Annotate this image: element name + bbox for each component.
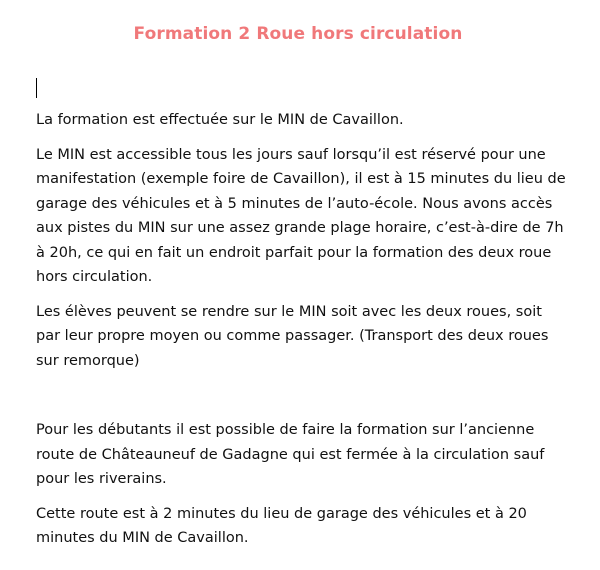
paragraph-accessibility: Le MIN est accessible tous les jours sauf lorsqu’il est réservé pour une manifestation (exemple foire de Cavaillon), il est à 15 minutes du lieu de garage des véhicules et à 5 minutes de l’auto-école. Nous avons accès aux pistes du MIN sur une assez grande plage horaire, c’est-à-dire de 7h à 20h, ce qui en fait un endroit parfait pour la formation des deux roue hors circulation. — [36, 146, 566, 285]
paragraph-beginners: Pour les débutants il est possible de faire la formation sur l’ancienne route de Châteauneuf de Gadagne qui est fermée à la circulation sauf pour les riverains. — [36, 422, 545, 487]
document-title: Formation 2 Roue hors circulation — [133, 24, 463, 44]
paragraph-transport: Les élèves peuvent se rendre sur le MIN soit avec les deux roues, soit par leur propre moyen ou comme passager. (Transport des deux roues sur remorque) — [36, 303, 549, 369]
paragraph-location: La formation est effectuée sur le MIN de Cavaillon. — [36, 112, 404, 128]
document-body[interactable] — [36, 108, 566, 551]
text-cursor — [36, 78, 37, 98]
paragraph-route-distance: Cette route est à 2 minutes du lieu de garage des véhicules et à 20 minutes du MIN de Cavaillon. — [36, 505, 527, 546]
